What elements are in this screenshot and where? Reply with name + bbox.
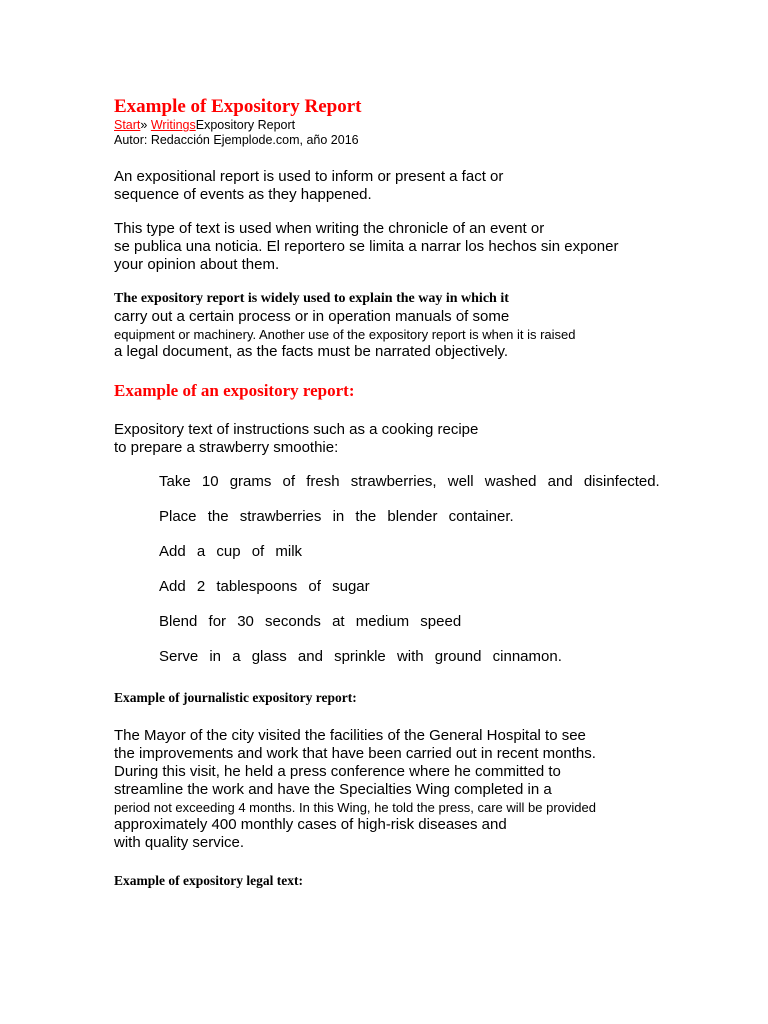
text-line: se publica una noticia. El reportero se limita a narrar los hechos sin exponer [114, 238, 619, 255]
breadcrumb-link-writings[interactable]: Writings [150, 118, 196, 132]
journalistic-paragraph [114, 727, 714, 852]
breadcrumb-separator: » [140, 118, 148, 132]
breadcrumb [114, 118, 714, 133]
list-item: Add a cup of milk [159, 543, 303, 560]
text-line: approximately 400 monthly cases of high-risk diseases and [114, 816, 507, 833]
text-line: to prepare a strawberry smoothie: [114, 439, 339, 456]
text-line: streamline the work and have the Specialties Wing completed in a [114, 781, 552, 798]
section-heading-example: Example of an expository report: [114, 381, 355, 400]
text-line: your opinion about them. [114, 256, 280, 273]
text-line: During this visit, he held a press conference where he committed to [114, 763, 561, 780]
text-line: Expository text of instructions such as a cooking recipe [114, 421, 479, 438]
text-line: carry out a certain process or in operation manuals of some [114, 308, 510, 325]
text-line: a legal document, as the facts must be narrated objectively. [114, 343, 509, 360]
page-title: Example of Expository Report [114, 96, 362, 117]
list-item: Take 10 grams of fresh strawberries, well washed and disinfected. [159, 473, 660, 490]
recipe-steps-list [114, 473, 714, 666]
text-line: the improvements and work that have been carried out in recent months. [114, 745, 596, 762]
usage-paragraph [114, 290, 714, 361]
breadcrumb-current: Expository Report [195, 118, 296, 132]
document-page [114, 96, 714, 890]
text-line: An expositional report is used to inform or present a fact or [114, 168, 504, 185]
text-line: This type of text is used when writing the chronicle of an event or [114, 220, 545, 237]
author-line: Autor: Redacción Ejemplode.com, año 2016 [114, 133, 359, 147]
chronicle-paragraph [114, 220, 714, 274]
list-item: Blend for 30 seconds at medium speed [159, 613, 462, 630]
list-item: Serve in a glass and sprinkle with ground cinnamon. [159, 648, 562, 665]
breadcrumb-link-start[interactable]: Start [114, 118, 141, 132]
text-line: equipment or machinery. Another use of the expository report is when it is raised [114, 327, 576, 342]
example-intro-paragraph [114, 421, 714, 457]
text-line: period not exceeding 4 months. In this Wing, he told the press, care will be provided [114, 800, 596, 815]
text-line: The expository report is widely used to explain the way in which it [114, 291, 509, 306]
text-line: with quality service. [114, 834, 245, 851]
text-line: The Mayor of the city visited the facilities of the General Hospital to see [114, 727, 586, 744]
list-item: Place the strawberries in the blender container. [159, 508, 514, 525]
list-item: Add 2 tablespoons of sugar [159, 578, 370, 595]
section-heading-journalistic: Example of journalistic expository report: [114, 690, 357, 705]
section-heading-legal: Example of expository legal text: [114, 873, 303, 888]
text-line: sequence of events as they happened. [114, 186, 372, 203]
intro-paragraph [114, 168, 714, 204]
